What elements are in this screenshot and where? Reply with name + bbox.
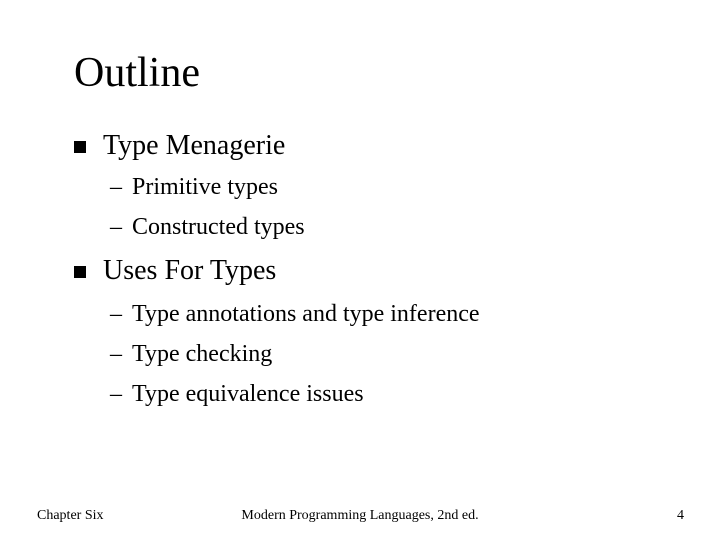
sub-item-type-equivalence: [110, 380, 570, 408]
sub-item-label: Type equivalence issues: [132, 381, 364, 407]
bullet-item-uses-for-types: [74, 255, 374, 287]
sub-item-type-annotations: [110, 300, 570, 328]
dash-bullet-icon: –: [110, 214, 122, 240]
sub-item-label: Type checking: [132, 341, 273, 367]
sub-item-type-checking: [110, 340, 570, 368]
sub-item-label: Primitive types: [132, 174, 278, 200]
bullet-label: Type Menagerie: [103, 130, 286, 161]
square-bullet-icon: [74, 266, 86, 278]
sub-item-label: Type annotations and type inference: [132, 301, 480, 327]
bullet-label: Uses For Types: [103, 255, 277, 286]
sub-item-constructed-types: [110, 213, 370, 241]
bullet-item-type-menagerie: [74, 130, 374, 162]
footer-page-number: 4: [677, 508, 684, 523]
footer-book-title: Modern Programming Languages, 2nd ed.: [241, 508, 479, 523]
slide-title: Outline: [74, 50, 200, 96]
dash-bullet-icon: –: [110, 341, 122, 367]
square-bullet-icon: [74, 141, 86, 153]
sub-item-primitive-types: [110, 173, 370, 201]
footer-chapter: Chapter Six: [37, 508, 104, 523]
sub-item-label: Constructed types: [132, 214, 305, 240]
dash-bullet-icon: –: [110, 301, 122, 327]
dash-bullet-icon: –: [110, 174, 122, 200]
dash-bullet-icon: –: [110, 381, 122, 407]
